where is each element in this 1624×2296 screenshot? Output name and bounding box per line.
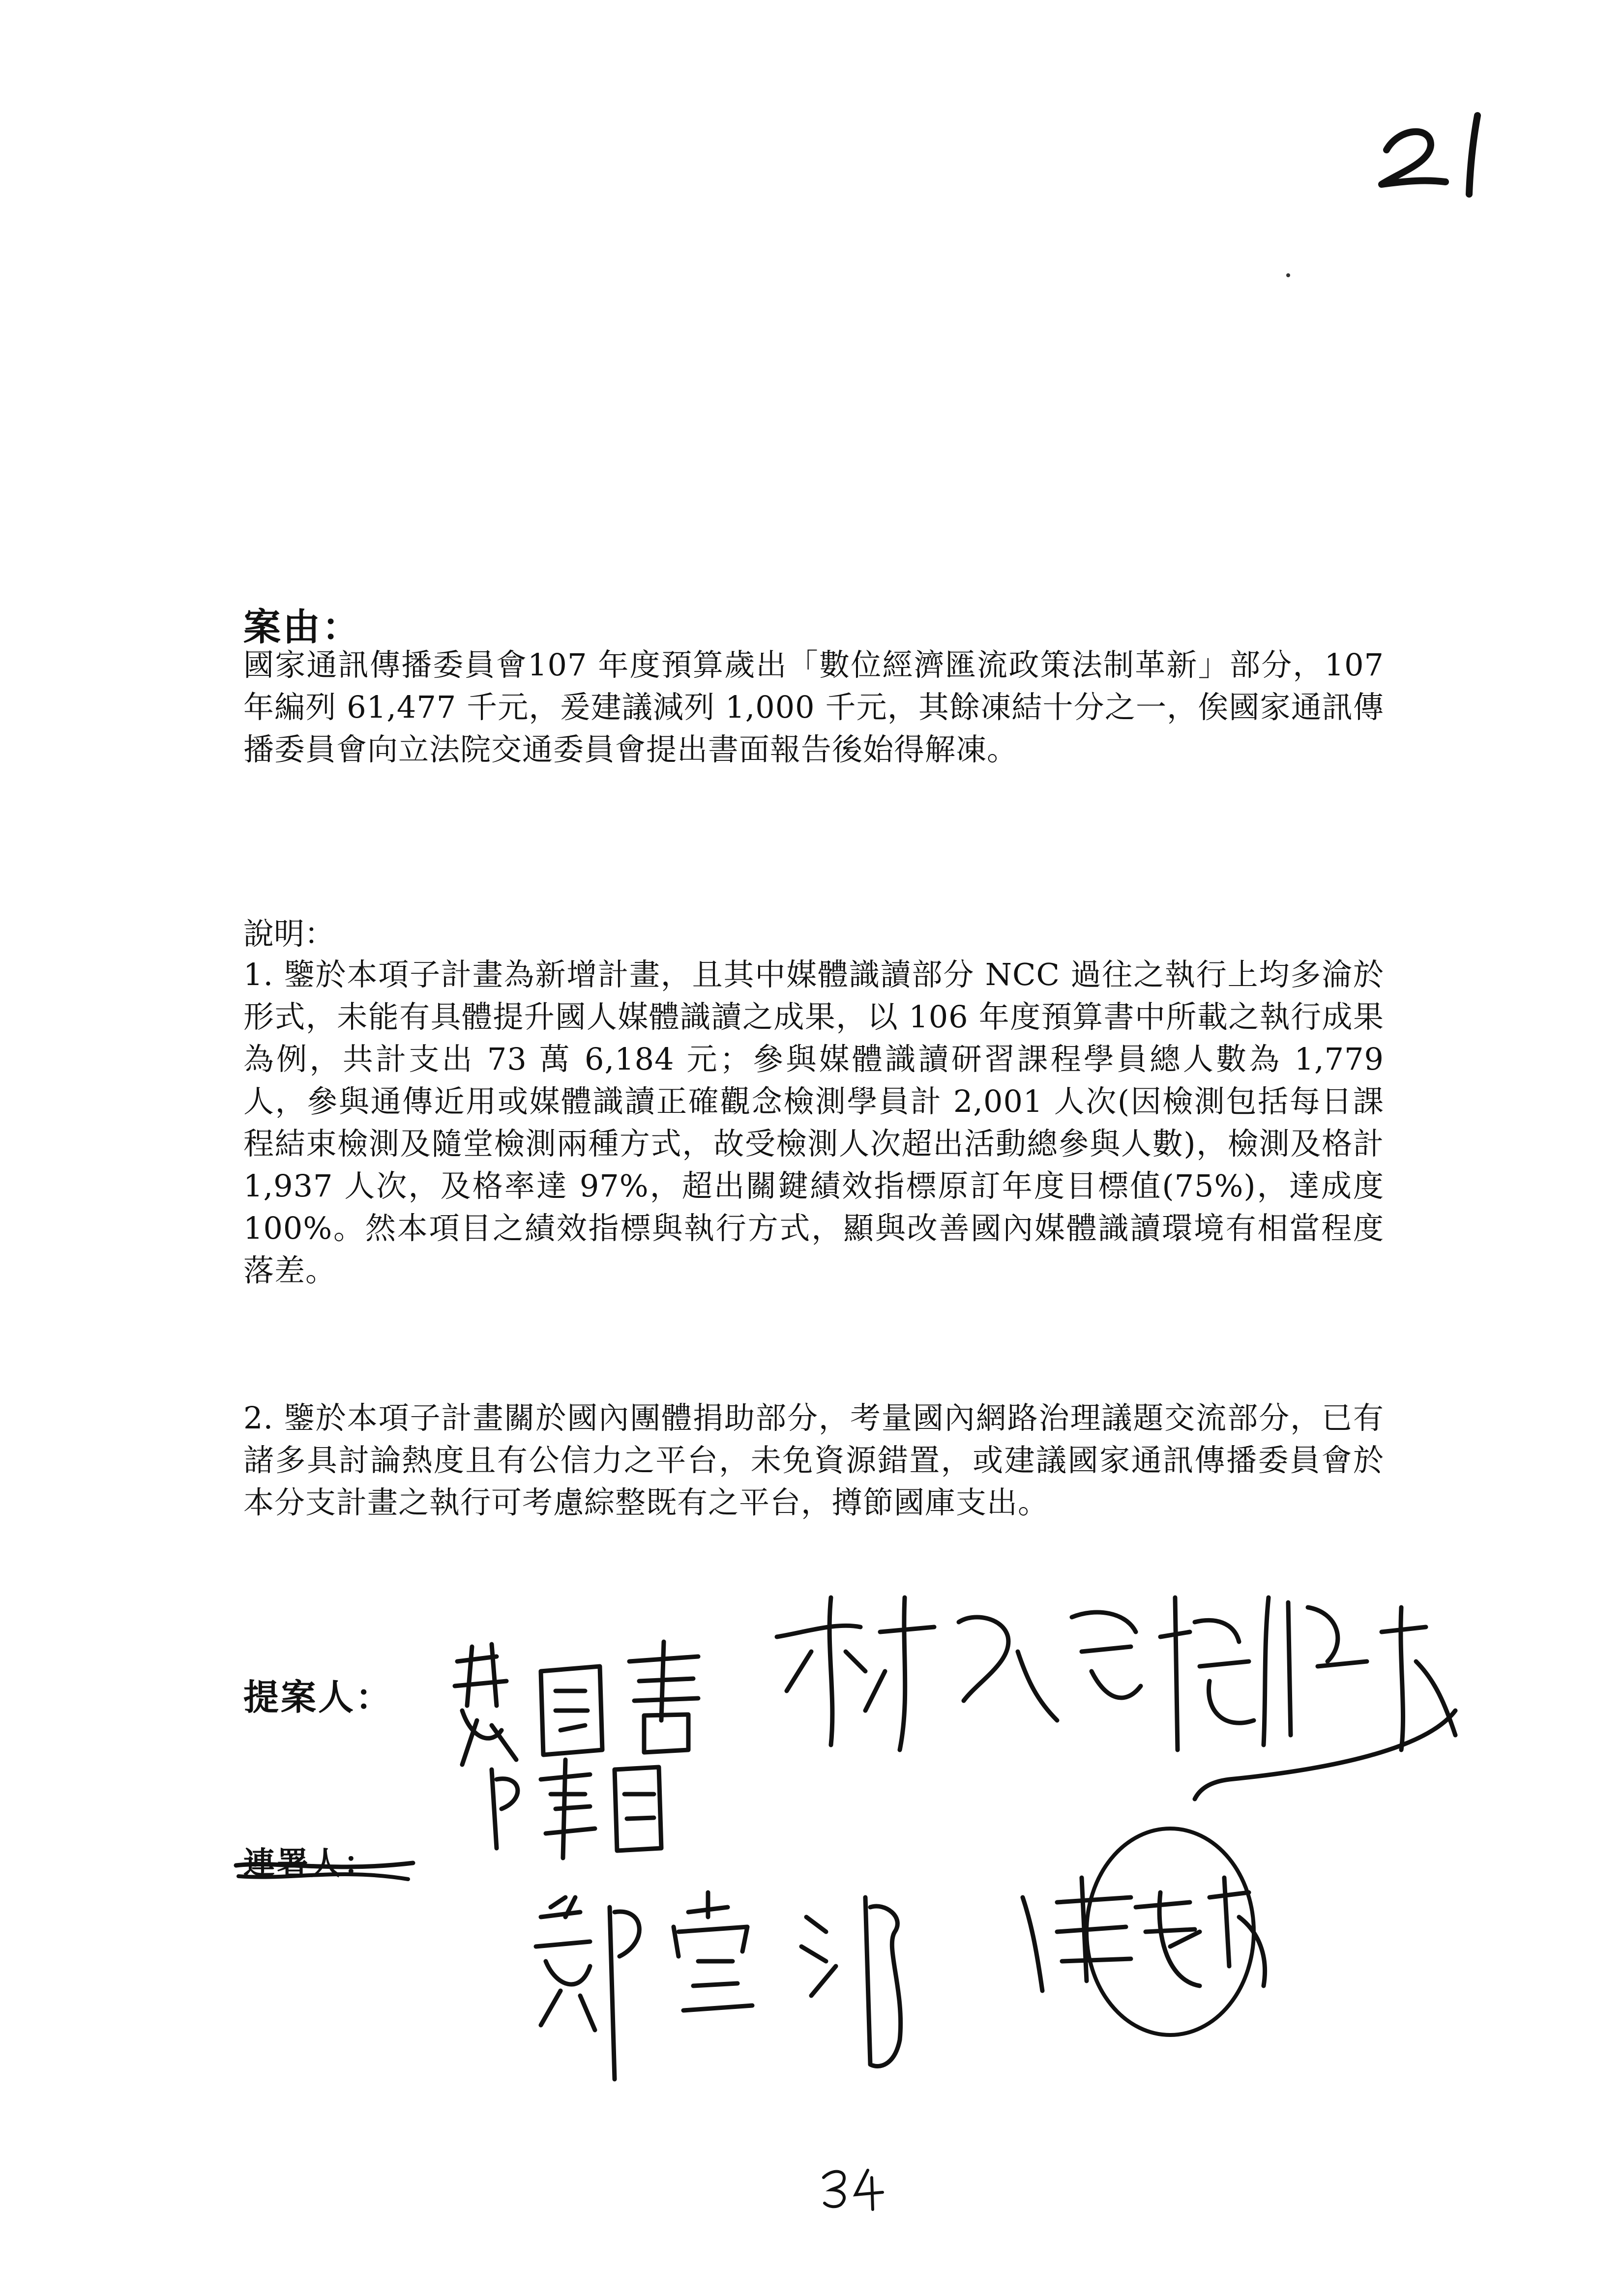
explanation-item-1: 1. 鑒於本項子計畫為新增計畫，且其中媒體識讀部分 NCC 過往之執行上均多淪於形式，未能有具體提升國人媒體識讀之成果，以 106 年度預算書中所載之執行成果為例，共計支出 73 萬 6,184 元；參與媒體識讀研習課程學員總人數為 1,779 人，參與通傳近用或媒體識讀正確觀念檢測學員計 2,001 人次(因檢測包括每日課程結束檢測及隨堂檢測兩種方式，故受檢測人次超出活動總參與人數)，檢測及格計 1,937 人次，及格率達 97%，超出關鍵績效指標原訂年度目標值(75%)，達成度 100%。然本項目之績效指標與執行方式，顯與改善國內媒體識讀環境有相當程度落差。: [243, 957, 1384, 1288]
case-title: 案由：: [243, 605, 361, 649]
signature-huang-kuo-shu: [455, 1642, 698, 1765]
cosigner-label: 連署人：: [243, 1845, 377, 1882]
signature-lin-chun-hsien: [777, 1598, 1455, 1799]
case-text: 國家通訊傳播委員會107 年度預算歲出「數位經濟匯流政策法制革新」部分，107 年編列 61,477 千元，爰建議減列 1,000 千元，其餘凍結十分之一，俟國家通訊傳播委員會向立法院交通委員會提出書面報告後始得解凍。: [243, 647, 1384, 767]
handwritten-page-number: [1372, 98, 1519, 206]
proposer-label: 提案人：: [243, 1676, 393, 1718]
signature-su-chiao-hui: [1023, 1829, 1265, 2035]
signature-cheng-pao-ching: [536, 1892, 901, 2079]
cosigner-strikethrough: [231, 1846, 418, 1890]
handwritten-footer-number: [819, 2163, 887, 2212]
explanation-item-2: 2. 鑒於本項子計畫關於國內團體捐助部分，考量國內網路治理議題交流部分，已有諸多具討論熱度且有公信力之平台，未免資源錯置，或建議國家通訊傳播委員會於本分支計畫之執行可考慮綜整既有之平台，撙節國庫支出。: [243, 1400, 1384, 1520]
scan-speck: [1286, 273, 1290, 277]
explanation-label: 說明：: [243, 916, 335, 952]
signature-chen-su-yueh: [492, 1760, 661, 1858]
